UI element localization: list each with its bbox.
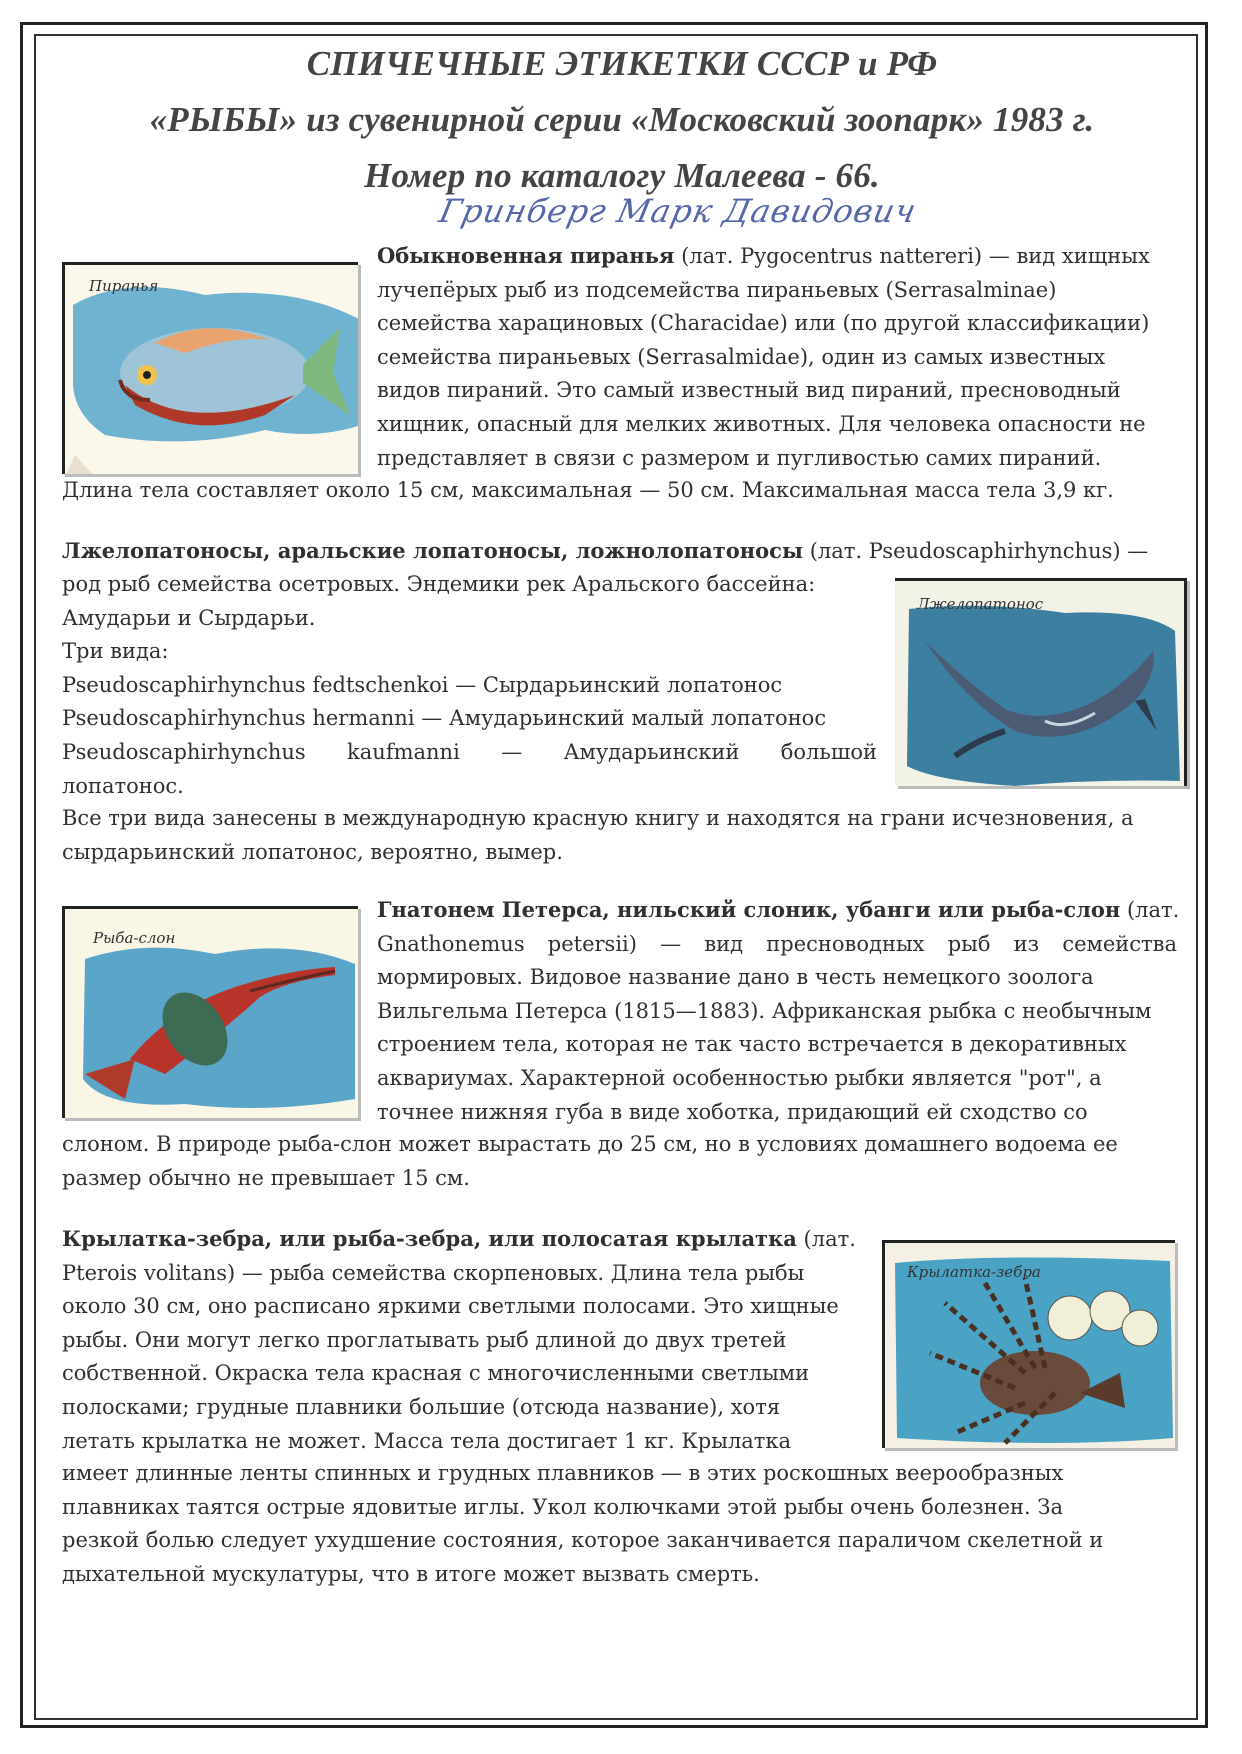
lionfish-card-label: Крылатка-зебра <box>907 1263 1041 1281</box>
sturgeon-footer <box>62 802 1182 869</box>
sturgeon-card-label: Лжелопатонос <box>917 595 1044 613</box>
sturgeon-line-10: сырдарьинский лопатонос, вероятно, вымер. <box>62 839 563 864</box>
header-catalog-number: Номер по каталогу Малеева - 66. <box>364 156 880 195</box>
handwritten-signature: Гринберг Марк Давидович <box>435 192 921 230</box>
section-lionfish <box>62 1222 867 1458</box>
lionfish-line-10: резкой болью следует ухудшение состояния, которое заканчивается параличом скелетной и <box>62 1528 1104 1553</box>
piranha-illustration <box>65 265 358 474</box>
section-piranha <box>377 239 1177 475</box>
sturgeon-line-1: Лжелопатоносы, аральские лопатоносы, ложнолопатоносы (лат. Pseudoscaphirhynchus) — <box>62 538 1149 563</box>
piranha-line-8: Длина тела составляет около 15 см, максимальная — 50 см. Максимальная масса тела 3,9 кг. <box>62 478 1114 502</box>
lionfish-line-2: Pterois volitans) — рыба семейства скорпеновых. Длина тела рыбы <box>62 1260 805 1285</box>
section-elephantfish <box>377 893 1180 1129</box>
section-sturgeon <box>62 534 1182 569</box>
lionfish-line-8: имеет длинные ленты спинных и грудных плавников — в этих роскошных веерообразных <box>62 1461 1064 1485</box>
lionfish-line-5: собственной. Окраска тела красная с многочисленными светлыми <box>62 1361 810 1386</box>
lionfish-title: Крылатка-зебра, или рыба-зебра, или полосатая крылатка <box>62 1226 797 1251</box>
lionfish-line-3: около 30 см, оно расписано яркими светлыми полосами. Это хищные <box>62 1294 839 1319</box>
lionfish-line-4: рыбы. Они могут легко проглатывать рыб длиной до двух третей <box>62 1327 787 1352</box>
piranha-card-label: Пиранья <box>89 277 159 295</box>
sturgeon-line-4: Три вида: <box>62 639 169 664</box>
sturgeon-line-6: Pseudoscaphirhynchus hermanni — Амударьинский малый лопатонос <box>62 706 827 731</box>
piranha-matchbox-label <box>62 262 358 474</box>
elephantfish-line-8: слоном. В природе рыба-слон может вырастать до 25 см, но в условиях домашнего водоема ее <box>62 1132 1118 1156</box>
sturgeon-line-8: лопатонос. <box>62 773 184 798</box>
sturgeon-line-5: Pseudoscaphirhynchus fedtschenkoi — Сырдарьинский лопатонос <box>62 672 783 697</box>
piranha-line-1: Обыкновенная пиранья (лат. Pygocentrus nattereri) — вид хищных <box>377 243 1150 268</box>
elephantfish-card-label: Рыба-слон <box>93 929 176 947</box>
lionfish-line-1: Крылатка-зебра, или рыба-зебра, или полосатая крылатка (лат. <box>62 1226 856 1251</box>
piranha-line-2: лучепёрых рыб из подсемейства пираньевых (Serrasalminae) <box>377 277 1057 302</box>
piranha-line-6: хищник, опасный для мелких животных. Для человека опасности не <box>377 411 1146 436</box>
sturgeon-line-9: Все три вида занесены в международную красную книгу и находятся на грани исчезновения, а <box>62 806 1134 830</box>
lionfish-line-7: летать крылатка не может. Масса тела достигает 1 кг. Крылатка <box>62 1428 792 1453</box>
sturgeon-matchbox-label <box>895 578 1187 786</box>
elephantfish-matchbox-label <box>62 906 358 1118</box>
page-header <box>60 36 1184 204</box>
lionfish-footer <box>62 1457 1182 1591</box>
sturgeon-line-2: род рыб семейства осетровых. Эндемики рек Аральского бассейна: <box>62 572 816 596</box>
piranha-line-3: семейства харациновых (Characidae) или (по другой классификации) <box>377 311 1150 336</box>
elephantfish-title: Гнатонем Петерса, нильский слоник, убанги или рыба-слон <box>377 897 1121 922</box>
sturgeon-line-7: Pseudoscaphirhynchus kaufmanni — Амударьинский большой <box>62 739 877 764</box>
piranha-line-4: семейства пираньевых (Serrasalmidae), один из самых известных <box>377 344 1106 369</box>
elephantfish-line-7: точнее нижняя губа в виде хоботка, придающий ей сходство со <box>377 1099 1088 1124</box>
lionfish-line-6: полосками; грудные плавники большие (отсюда название), хотя <box>62 1394 781 1419</box>
header-title: СПИЧЕЧНЫЕ ЭТИКЕТКИ СССР и РФ <box>306 44 938 83</box>
sturgeon-line-3: Амударьи и Сырдарьи. <box>62 605 316 630</box>
elephantfish-line-5: строением тела, которая не так часто встречается в декоративных <box>377 1032 1127 1057</box>
piranha-line-8-block <box>62 474 1182 508</box>
piranha-title: Обыкновенная пиранья <box>377 243 675 268</box>
lionfish-line-9: плавниках таятся острые ядовитые иглы. Укол колючками этой рыбы очень болезнен. За <box>62 1494 1063 1519</box>
elephantfish-line-6: аквариумах. Характерной особенностью рыбки является "рот", а <box>377 1065 1102 1090</box>
lionfish-matchbox-label <box>882 1240 1175 1448</box>
sturgeon-title: Лжелопатоносы, аральские лопатоносы, ложнолопатоносы <box>62 538 804 563</box>
elephantfish-line-1: Гнатонем Петерса, нильский слоник, убанги или рыба-слон (лат. <box>377 897 1180 922</box>
sturgeon-body <box>62 568 877 803</box>
elephantfish-line-4: Вильгельма Петерса (1815—1883). Африканская рыбка с необычным <box>377 998 1152 1023</box>
lionfish-line-11: дыхательной мускулатуры, что в итоге может вызвать смерть. <box>62 1561 760 1586</box>
elephantfish-line-2: Gnathonemus petersii) — вид пресноводных рыб из семейства <box>377 931 1177 956</box>
elephantfish-line-3: мормировых. Видовое название дано в честь немецкого зоолога <box>377 965 1094 990</box>
piranha-line-7: представляет в связи с размером и пугливостью самих пираний. <box>377 445 1102 470</box>
header-subtitle: «РЫБЫ» из сувенирной серии «Московский зоопарк» 1983 г. <box>149 100 1095 139</box>
piranha-line-5: видов пираний. Это самый известный вид пираний, пресноводный <box>377 378 1121 403</box>
elephantfish-line-9: размер обычно не превышает 15 см. <box>62 1165 470 1190</box>
elephantfish-footer <box>62 1128 1182 1195</box>
